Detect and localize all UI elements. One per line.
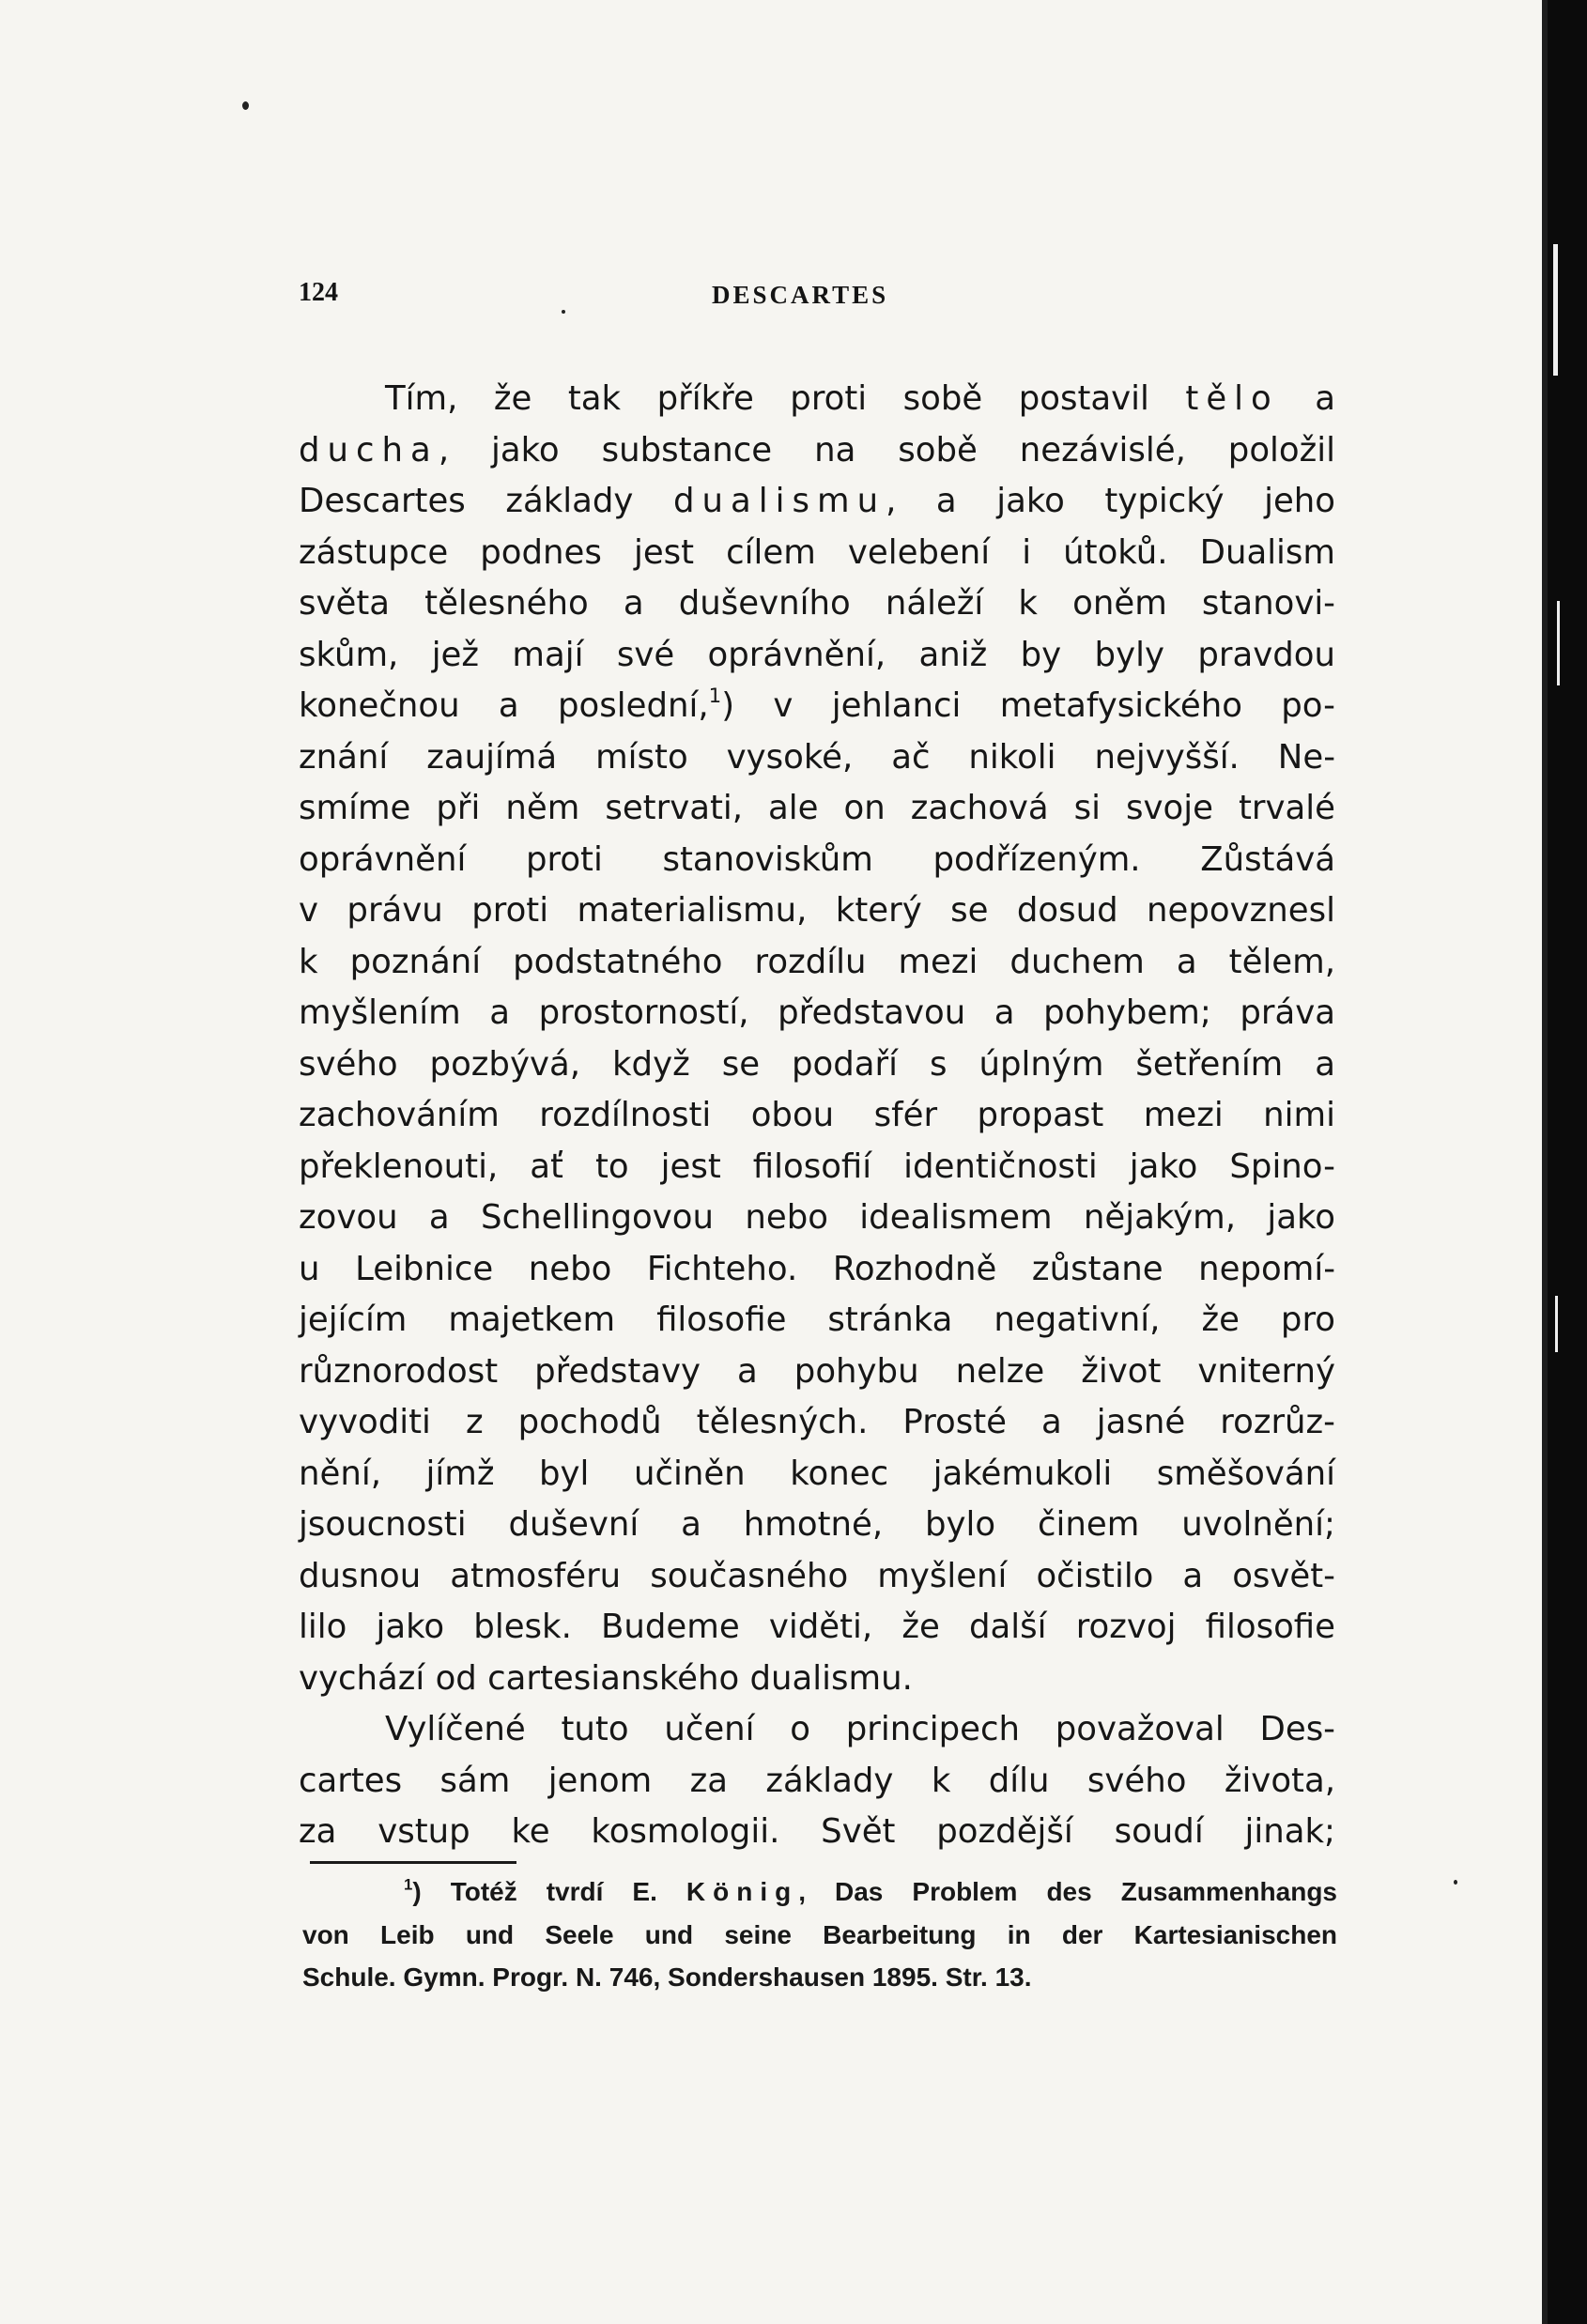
page-number: 124 [299,278,338,307]
paragraph-1-line-7: konečnou a poslední,$^1$) v jehlanci metafysického po- [299,685,1335,725]
paragraph-1-line-8: znání zaujímá místo vysoké, ač nikoli nejvyšší. Ne- [299,737,1335,777]
emphasis-telo: tělo [1185,379,1279,418]
paragraph-1-line-6: skům, jež mají své oprávnění, aniž by byly pravdou [299,635,1335,674]
paragraph-1-line-21: vyvoditi z pochodů tělesných. Prosté a jasné rozrůz- [299,1403,1335,1441]
paragraph-1-line-16: překlenouti, ať to jest filosofií identičnosti jako Spino- [299,1147,1335,1186]
footnote-divider [310,1861,516,1864]
footnote-author: König [686,1877,799,1906]
scan-edge-mark [1553,244,1558,376]
scan-speck [1454,1880,1457,1885]
paragraph-1-line-13: myšlením a prostorností, představou a pohybem; práva [299,993,1335,1032]
footnote [302,1870,1337,1999]
paragraph-1-line-1: Tím, že tak příkře proti sobě postavil tělo a [385,379,1335,418]
paragraph-2-line-2: cartes sám jenom za základy k dílu svého života, [299,1761,1335,1800]
scan-speck [562,310,565,314]
paragraph-1-line-11: v právu proti materialismu, který se dosud nepovznesl [299,891,1335,930]
scan-speck [242,101,249,110]
page-header [299,278,1341,316]
footnote-marker: 1 [404,1875,413,1894]
footnote-text [302,1870,1337,1914]
footnote-line-3: Schule. Gymn. Progr. N. 746, Sondershausen 1895. Str. 13. [302,1962,1032,1992]
paragraph-1-line-3: Descartes základy dualismu, a jako typický jeho [299,482,1335,520]
scan-edge-mark [1557,601,1560,685]
paragraph-1-line-10: oprávnění proti stanoviskům podřízeným. Zůstává [299,839,1335,879]
paragraph-1-line-23: jsoucnosti duševní a hmotné, bylo činem uvolnění; [299,1505,1335,1544]
paragraph-1-line-17: zovou a Schellingovou nebo idealismem nějakým, jako [299,1198,1335,1237]
paragraph-1-line-9: smíme při něm setrvati, ale on zachová si svoje trvalé [299,789,1335,827]
paragraph-1-line-4: zástupce podnes jest cílem velebení i útoků. Dualism [299,532,1335,572]
paragraph-1-line-19: jejícím majetkem filosofie stránka negativní, že pro [299,1301,1335,1339]
footnote-reference: 1 [708,685,722,709]
footnote-line-1: $^1$) Totéž tvrdí E. König, Das Problem des Zusammenhangs [404,1875,1337,1906]
paragraph-2-line-3: za vstup ke kosmologii. Svět pozdější soudí jinak; [299,1812,1335,1851]
scan-border [1542,0,1587,2324]
paragraph-1-line-18: u Leibnice nebo Fichteho. Rozhodně zůstane nepomí- [299,1249,1335,1288]
running-title: DESCARTES [712,281,889,309]
scan-edge-mark [1555,1296,1558,1352]
paragraph-2-line-1: Vylíčené tuto učení o principech považoval Des- [385,1710,1335,1748]
footnote-line-2: von Leib und Seele und seine Bearbeitung in der Kartesianischen [302,1919,1337,1949]
paragraph-1-line-12: k poznání podstatného rozdílu mezi duchem a tělem, [299,942,1335,981]
paragraph-1-line-20: různorodost představy a pohybu nelze život vniterný [299,1351,1335,1391]
paragraph-1-line-25: lilo jako blesk. Budeme viděti, že další rozvoj filosofie [299,1608,1335,1646]
paragraph-1-line-5: světa tělesného a duševního náleží k oněm stanovi- [299,584,1335,623]
paragraph-1-line-26: vychází od cartesianského dualismu. [299,1658,913,1698]
paragraph-1-line-24: dusnou atmosféru současného myšlení očistilo a osvět- [299,1556,1335,1595]
emphasis-ducha: ducha [299,430,439,469]
main-text [299,374,1335,1858]
paragraph-1-line-22: nění, jímž byl učiněn konec jakémukoli směšování [299,1454,1335,1493]
paragraph-1-line-15: zachováním rozdílnosti obou sfér propast mezi nimi [299,1096,1335,1134]
emphasis-dualismu: dualismu [673,482,886,520]
paragraph-1-line-2: ducha, jako substance na sobě nezávislé, položil [299,430,1335,469]
paragraph-1-line-14: svého pozbývá, když se podaří s úplným šetřením a [299,1044,1335,1084]
